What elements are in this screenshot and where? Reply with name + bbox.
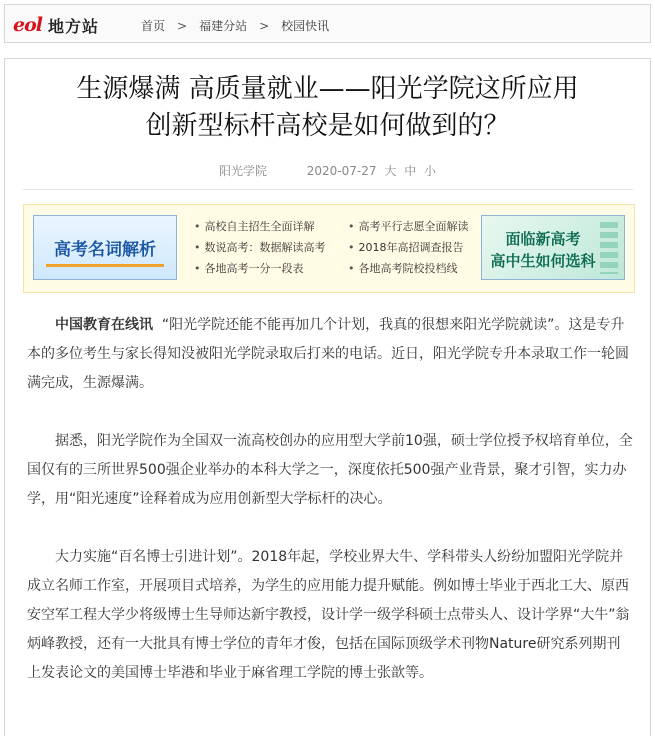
- banner-right-line-1: 面临新高考: [505, 230, 581, 248]
- site-header: [4, 4, 651, 43]
- chevron-right-icon: >: [177, 18, 188, 33]
- banner-decoration: [600, 222, 618, 274]
- article-paragraph-1: [27, 311, 633, 398]
- banner-left-text: 高考名词解析: [54, 240, 156, 260]
- banner-right-line-2: 高中生如何选科: [490, 252, 596, 270]
- promo-link[interactable]: • 各地高考一分一段表: [194, 260, 304, 276]
- font-size-large[interactable]: 大: [384, 164, 397, 178]
- chevron-right-icon: >: [259, 18, 270, 33]
- dateline: 中国教育在线讯: [55, 317, 153, 333]
- font-size-small[interactable]: 小: [424, 164, 437, 178]
- breadcrumb-campus-news[interactable]: 校园快讯: [281, 19, 330, 33]
- font-size-medium[interactable]: 中: [404, 164, 417, 178]
- promo-box: [23, 204, 635, 293]
- breadcrumb-home[interactable]: 首页: [141, 19, 166, 33]
- breadcrumb: [141, 17, 329, 34]
- meta-divider: [23, 189, 633, 190]
- paragraph-1-text: “阳光学院还能不能再加几个计划，我真的很想来阳光学院就读”。这是专升本的多位考生与家长得知没被阳光学院录取后打来的电话。近日，阳光学院专升本录取工作一轮圆满完成，生源爆满。: [27, 317, 629, 391]
- eol-logo-mark: eol: [13, 14, 42, 36]
- title-line-2: 创新型标杆高校是如何做到的？: [145, 111, 510, 141]
- article-paragraph-2: 据悉，阳光学院作为全国双一流高校创办的应用型大学前10强，硕士学位授予权培育单位，全国仅有的三所世界500强企业举办的本科大学之一，深度依托500强产业背景，聚才引智，实力办学，用“阳光速度”诠释着成为应用创新型大学标杆的决心。: [27, 433, 633, 507]
- article-source: 阳光学院: [218, 164, 267, 178]
- article-paragraph-3: 大力实施“百名博士引进计划”。2018年起，学校业界大牛、学科带头人纷纷加盟阳光学院并成立名师工作室，开展项目式培养，为学生的应用能力提升赋能。例如博士毕业于西北工大、原西安空军工程大学少将级博士生导师达新宇教授，设计学一级学科硕士点带头人、设计学界“大牛”翁炳峰教授，还有一大批具有博士学位的青年才俊，包括在国际顶级学术刊物Nature研究系列期刊上发表论文的美国博士毕港和毕业于麻省理工学院的博士张歆等。: [27, 549, 630, 681]
- article-body: [27, 311, 633, 717]
- title-line-1: 生源爆满 高质量就业——阳光学院这所应用: [76, 74, 579, 104]
- logo-text: 地方站: [47, 16, 99, 36]
- promo-link[interactable]: • 高校自主招生全面详解: [194, 218, 315, 234]
- article-title: [5, 71, 650, 145]
- breadcrumb-fujian[interactable]: 福建分站: [199, 19, 248, 33]
- promo-link[interactable]: • 高考平行志愿全面解读: [348, 218, 469, 234]
- promo-link[interactable]: • 2018年高招调查报告: [348, 239, 464, 255]
- banner-gaokao-terms[interactable]: [33, 215, 177, 280]
- promo-link[interactable]: • 各地高考院校投档线: [348, 260, 458, 276]
- banner-underline: [46, 264, 164, 267]
- site-logo[interactable]: [13, 13, 99, 37]
- promo-link[interactable]: • 数说高考：数据解读高考: [194, 239, 326, 255]
- banner-subject-selection[interactable]: [481, 215, 625, 280]
- article-meta: [5, 162, 650, 179]
- article-card: [4, 58, 651, 736]
- article-date: 2020-07-27: [306, 164, 377, 178]
